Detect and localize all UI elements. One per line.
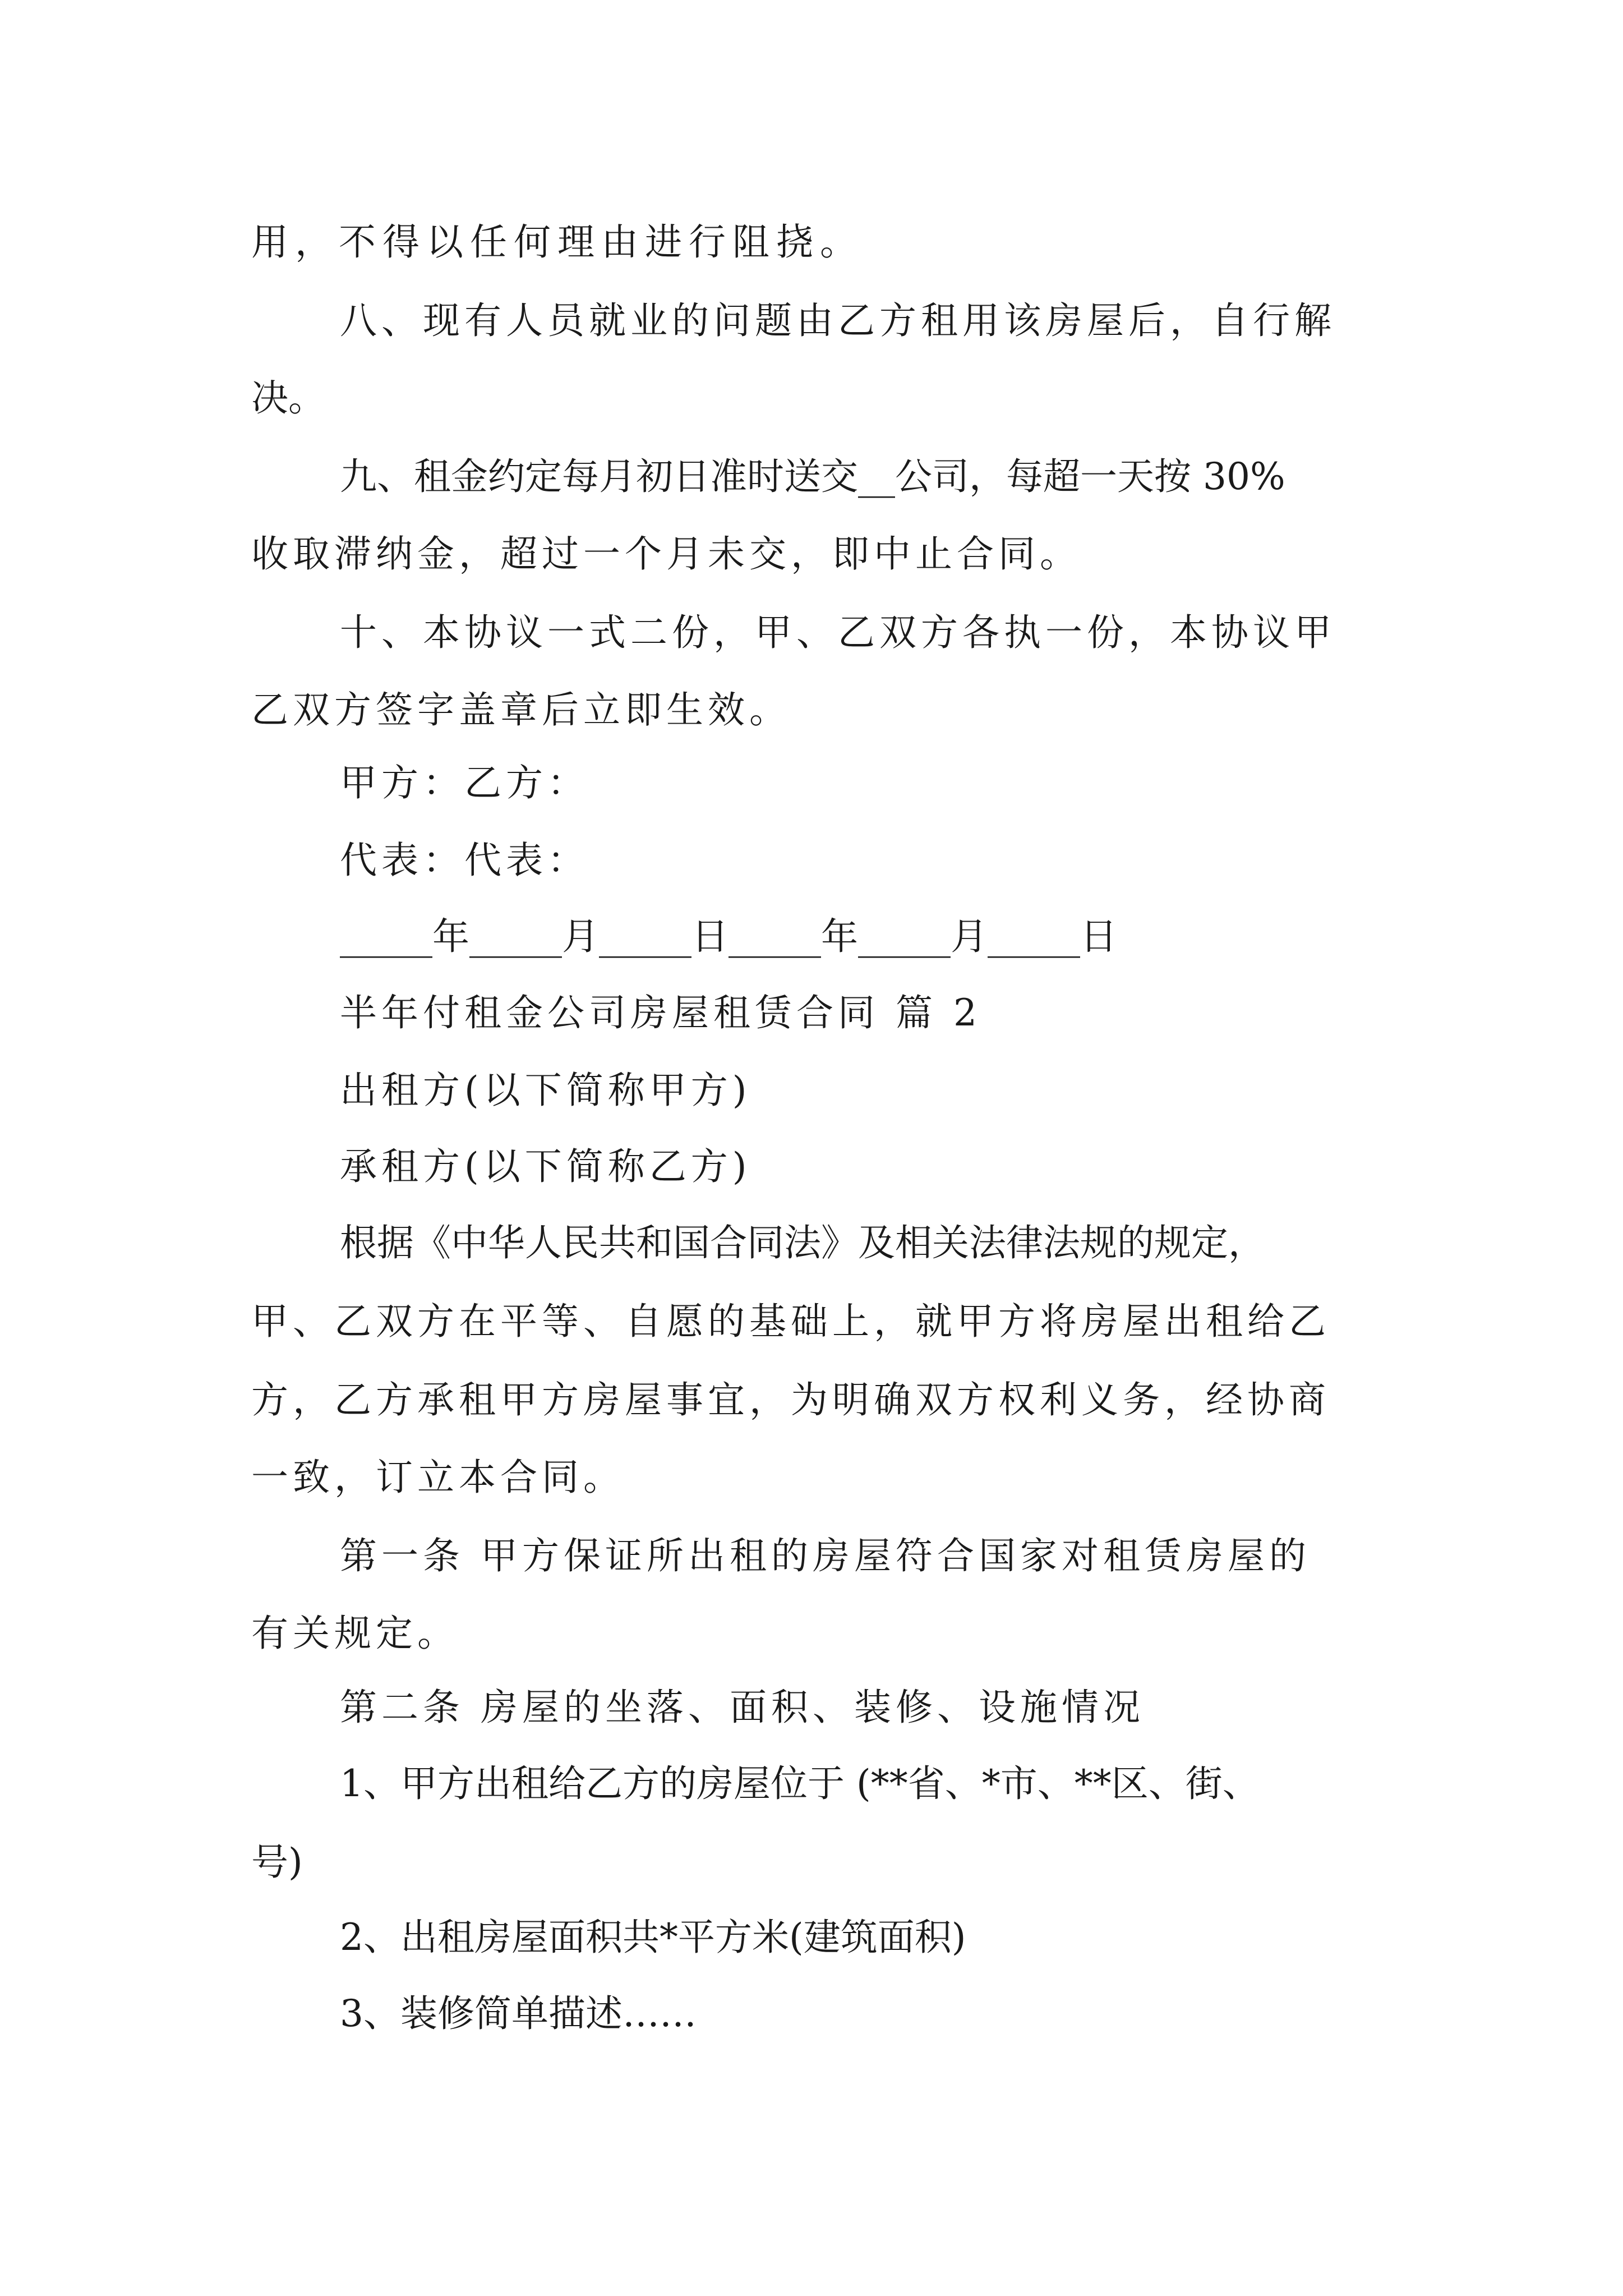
paragraph-line: 用，不得以任何理由进行阻挠。 bbox=[251, 220, 864, 264]
paragraph-line: 决。 bbox=[251, 376, 325, 420]
paragraph-line: 3、装修简单描述…… bbox=[340, 1992, 697, 2035]
article-heading: 第二条 房屋的坐落、面积、装修、设施情况 bbox=[340, 1686, 1145, 1729]
paragraph-line: 收取滞纳金，超过一个月未交，即中止合同。 bbox=[251, 532, 1081, 576]
paragraph-line: 乙双方签字盖章后立即生效。 bbox=[251, 688, 791, 731]
paragraph-line: 根据《中华人民共和国合同法》及相关法律法规的规定， bbox=[340, 1221, 1265, 1264]
section-heading: 半年付租金公司房屋租赁合同 篇 2 bbox=[340, 991, 981, 1034]
signature-representative-line: 代表：代表： bbox=[340, 839, 589, 882]
paragraph-line: 十、本协议一式二份，甲、乙双方各执一份，本协议甲 bbox=[340, 611, 1336, 654]
paragraph-line: 第一条 甲方保证所出租的房屋符合国家对租赁房屋的 bbox=[340, 1534, 1311, 1577]
paragraph-line: 有关规定。 bbox=[251, 1612, 459, 1655]
paragraph-line: 方，乙方承租甲方房屋事宜，为明确双方权利义务，经协商 bbox=[251, 1378, 1330, 1421]
signature-party-line: 甲方：乙方： bbox=[340, 761, 589, 804]
paragraph-line: 八、现有人员就业的问题由乙方租用该房屋后，自行解 bbox=[340, 299, 1336, 342]
paragraph-line: 九、租金约定每月初日准时送交__公司，每超一天按 30% bbox=[340, 455, 1285, 498]
paragraph-line: 号) bbox=[251, 1841, 303, 1884]
paragraph-line: 2、出租房屋面积共*平方米(建筑面积) bbox=[340, 1916, 966, 1959]
signature-date-line: _____年_____月_____日_____年_____月_____日 bbox=[340, 915, 1117, 958]
paragraph-line: 1、甲方出租给乙方的房屋位于 (**省、*市、**区、街、 bbox=[340, 1762, 1260, 1805]
paragraph-line: 一致，订立本合同。 bbox=[251, 1456, 625, 1499]
paragraph-line: 甲、乙双方在平等、自愿的基础上，就甲方将房屋出租给乙 bbox=[251, 1300, 1330, 1343]
paragraph-line: 出租方(以下简称甲方) bbox=[340, 1069, 751, 1112]
paragraph-line: 承租方(以下简称乙方) bbox=[340, 1145, 751, 1188]
